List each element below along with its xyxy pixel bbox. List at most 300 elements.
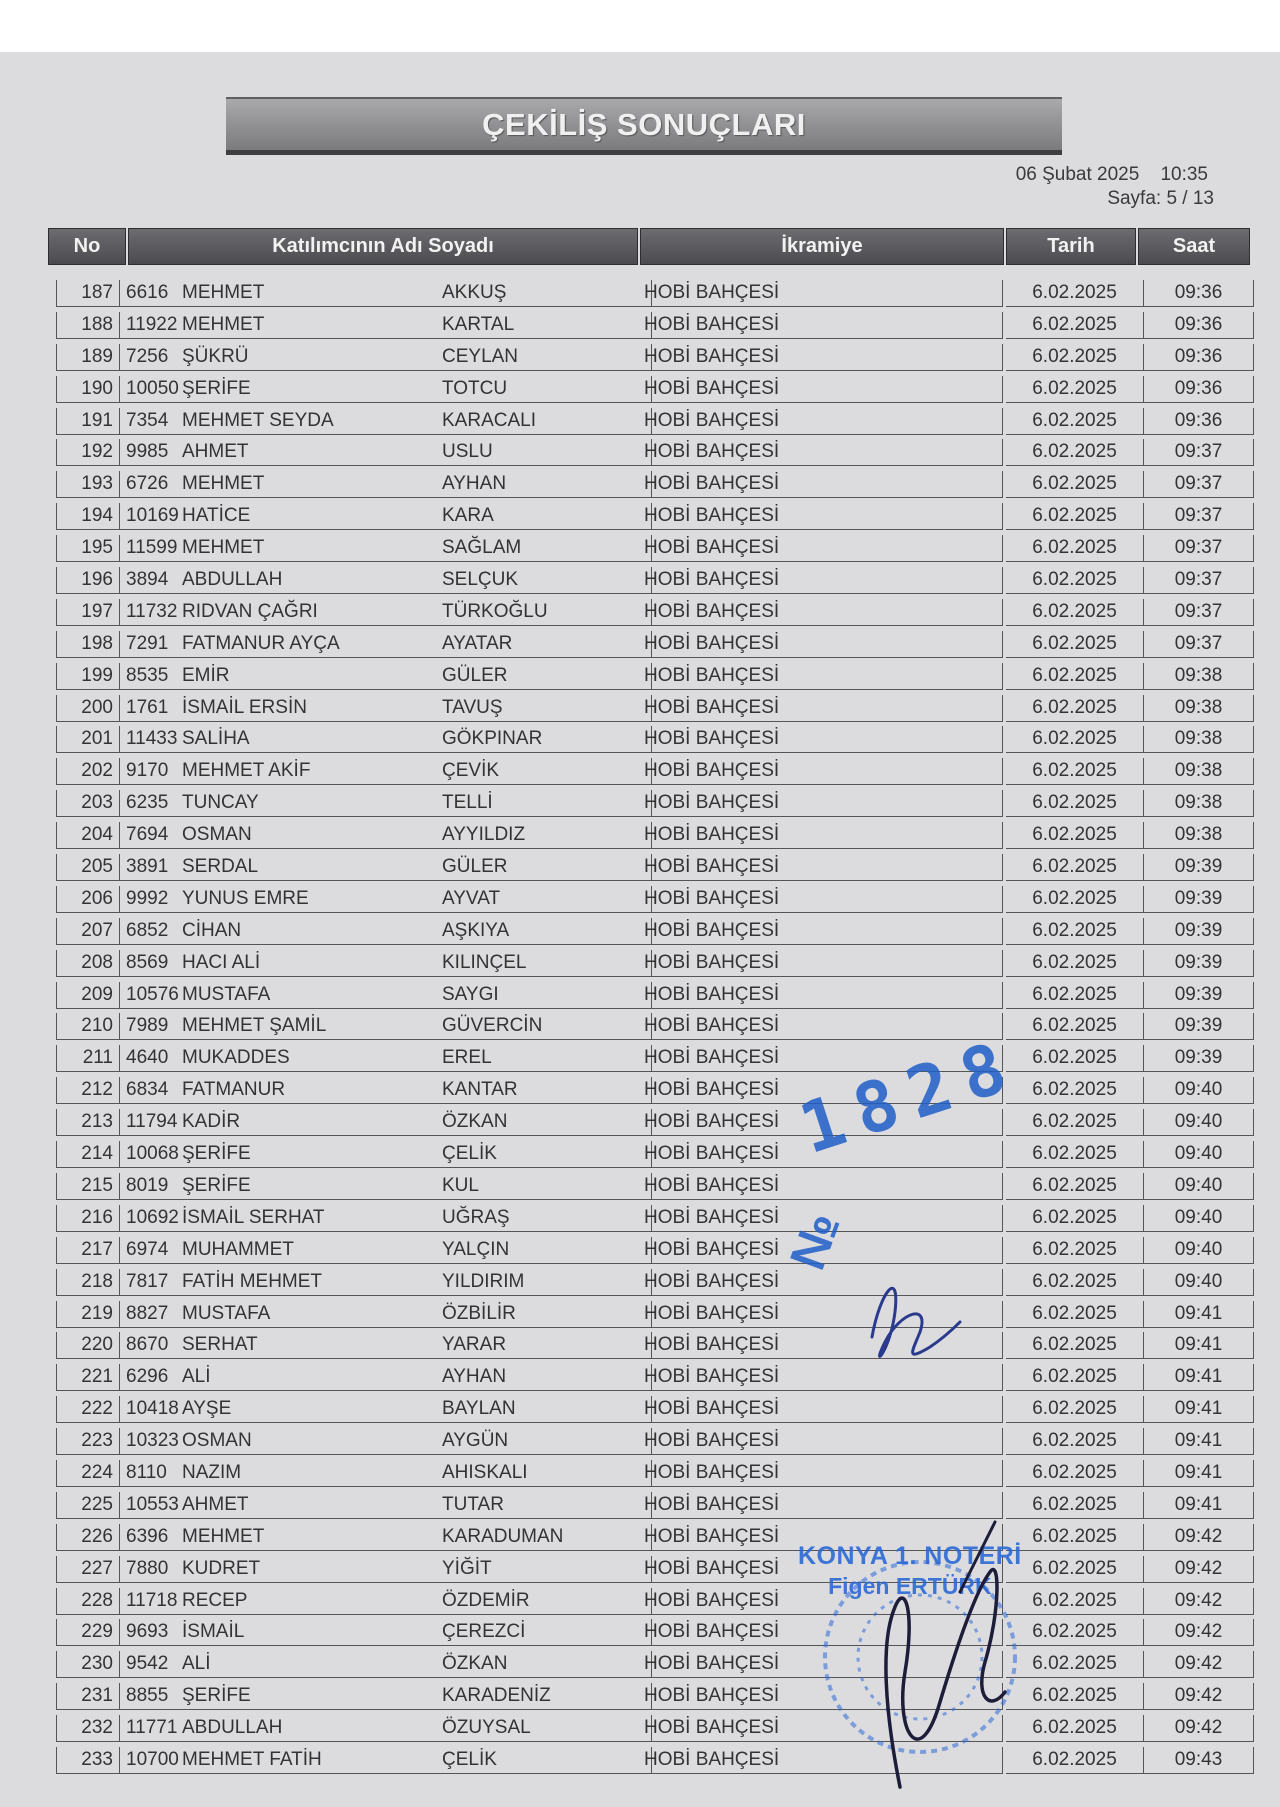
cell-last-name: KILINÇEL	[442, 951, 527, 973]
cell-date: 6.02.2025	[1006, 1651, 1144, 1678]
cell-no: 229	[56, 1619, 120, 1646]
cell-prize: HOBİ BAHÇESİ	[638, 1651, 1003, 1678]
cell-prize: HOBİ BAHÇESİ	[638, 1045, 1003, 1072]
cell-time: 09:42	[1144, 1619, 1254, 1646]
cell-no: 199	[56, 663, 120, 690]
cell-first-name: AHMET	[182, 441, 249, 463]
cell-first-name: MEHMET	[182, 282, 265, 303]
cell-date: 6.02.2025	[1006, 822, 1144, 849]
cell-participant-id: 7989	[120, 1013, 182, 1040]
page-title: ÇEKİLİŞ SONUÇLARI	[482, 106, 806, 142]
cell-last-name: AYYILDIZ	[442, 824, 526, 846]
cell-time: 09:39	[1144, 918, 1254, 945]
cell-last-name: ÖZUYSAL	[442, 1717, 531, 1739]
cell-first-name: KADİR	[182, 1111, 241, 1133]
cell-date: 6.02.2025	[1006, 726, 1144, 753]
cell-last-name: UĞRAŞ	[442, 1206, 510, 1228]
cell-first-name: YUNUS EMRE	[182, 887, 309, 909]
cell-no: 201	[56, 726, 120, 753]
cell-participant-id: 11771	[120, 1715, 182, 1742]
cell-time: 09:37	[1144, 471, 1254, 498]
cell-first-name: MUSTAFA	[182, 983, 271, 1005]
cell-date: 6.02.2025	[1006, 695, 1144, 722]
cell-date: 6.02.2025	[1006, 1332, 1144, 1359]
cell-prize: HOBİ BAHÇESİ	[638, 312, 1003, 339]
cell-participant-id: 8019	[120, 1173, 182, 1200]
cell-last-name: AYGÜN	[442, 1430, 509, 1452]
cell-prize: HOBİ BAHÇESİ	[638, 280, 1003, 307]
cell-participant-id: 4640	[120, 1045, 182, 1072]
cell-time: 09:41	[1144, 1460, 1254, 1487]
cell-date: 6.02.2025	[1006, 918, 1144, 945]
cell-date: 6.02.2025	[1006, 790, 1144, 817]
cell-last-name: KARADUMAN	[442, 1525, 564, 1547]
cell-prize: HOBİ BAHÇESİ	[638, 1332, 1003, 1359]
cell-prize: HOBİ BAHÇESİ	[638, 1524, 1003, 1551]
cell-time: 09:39	[1144, 950, 1254, 977]
cell-participant-id: 10692	[120, 1205, 182, 1232]
cell-time: 09:42	[1144, 1651, 1254, 1678]
cell-time: 09:41	[1144, 1428, 1254, 1455]
stamp-number-prefix: №	[779, 1205, 851, 1277]
cell-first-name: NAZIM	[182, 1461, 242, 1483]
cell-participant-id: 6834	[120, 1077, 182, 1104]
cell-date: 6.02.2025	[1006, 1715, 1144, 1742]
cell-no: 187	[56, 280, 120, 307]
cell-participant-id: 8670	[120, 1332, 182, 1359]
cell-date: 6.02.2025	[1006, 1301, 1144, 1328]
cell-date: 6.02.2025	[1006, 631, 1144, 658]
cell-date: 6.02.2025	[1006, 663, 1144, 690]
cell-prize: HOBİ BAHÇESİ	[638, 1013, 1003, 1040]
cell-last-name: GÜLER	[442, 856, 508, 878]
cell-participant-id: 8827	[120, 1301, 182, 1328]
cell-prize: HOBİ BAHÇESİ	[638, 439, 1003, 466]
cell-time: 09:40	[1144, 1237, 1254, 1264]
cell-prize: HOBİ BAHÇESİ	[638, 376, 1003, 403]
cell-first-name: MEHMET	[182, 313, 265, 335]
cell-participant-id: 6616	[120, 280, 182, 307]
cell-participant-id: 10050	[120, 376, 182, 403]
cell-participant-id: 1761	[120, 695, 182, 722]
cell-participant-id: 11922	[120, 312, 182, 339]
cell-no: 203	[56, 790, 120, 817]
cell-prize: HOBİ BAHÇESİ	[638, 599, 1003, 626]
cell-prize: HOBİ BAHÇESİ	[638, 695, 1003, 722]
cell-no: 195	[56, 535, 120, 562]
cell-participant-id: 6726	[120, 471, 182, 498]
cell-first-name: SERDAL	[182, 856, 259, 878]
cell-date: 6.02.2025	[1006, 758, 1144, 785]
cell-time: 09:39	[1144, 854, 1254, 881]
cell-prize: HOBİ BAHÇESİ	[638, 344, 1003, 371]
cell-date: 6.02.2025	[1006, 1173, 1144, 1200]
cell-first-name: FATMANUR AYÇA	[182, 632, 340, 654]
cell-prize: HOBİ BAHÇESİ	[638, 1396, 1003, 1423]
cell-no: 230	[56, 1651, 120, 1678]
cell-time: 09:36	[1144, 312, 1254, 339]
cell-prize: HOBİ BAHÇESİ	[638, 1205, 1003, 1232]
cell-time: 09:36	[1144, 376, 1254, 403]
cell-participant-id: 3894	[120, 567, 182, 594]
cell-date: 6.02.2025	[1006, 1428, 1144, 1455]
cell-prize: HOBİ BAHÇESİ	[638, 790, 1003, 817]
signature-small-icon	[872, 1288, 960, 1356]
cell-time: 09:38	[1144, 695, 1254, 722]
cell-last-name: YILDIRIM	[442, 1270, 525, 1292]
cell-time: 09:36	[1144, 408, 1254, 435]
cell-first-name: ABDULLAH	[182, 569, 283, 591]
cell-time: 09:36	[1144, 280, 1254, 307]
cell-time: 09:40	[1144, 1141, 1254, 1168]
cell-first-name: CİHAN	[182, 919, 242, 941]
cell-first-name: ŞERİFE	[182, 377, 251, 399]
cell-date: 6.02.2025	[1006, 1619, 1144, 1646]
cell-no: 202	[56, 758, 120, 785]
cell-first-name: MEHMET FATİH	[182, 1748, 322, 1770]
cell-first-name: ALİ	[182, 1653, 211, 1675]
cell-participant-id: 7354	[120, 408, 182, 435]
cell-time: 09:37	[1144, 567, 1254, 594]
cell-first-name: MEHMET	[182, 1525, 265, 1547]
cell-prize: HOBİ BAHÇESİ	[638, 1301, 1003, 1328]
cell-participant-id: 10323	[120, 1428, 182, 1455]
cell-first-name: OSMAN	[182, 1430, 252, 1452]
cell-first-name: İSMAİL SERHAT	[182, 1206, 325, 1228]
cell-date: 6.02.2025	[1006, 471, 1144, 498]
cell-date: 6.02.2025	[1006, 1492, 1144, 1519]
cell-participant-id: 7817	[120, 1269, 182, 1296]
cell-first-name: KUDRET	[182, 1557, 261, 1579]
cell-participant-id: 11433	[120, 726, 182, 753]
cell-last-name: YALÇIN	[442, 1238, 510, 1260]
cell-first-name: AHMET	[182, 1493, 249, 1515]
cell-date: 6.02.2025	[1006, 599, 1144, 626]
cell-no: 224	[56, 1460, 120, 1487]
cell-prize: HOBİ BAHÇESİ	[638, 1141, 1003, 1168]
cell-time: 09:39	[1144, 1013, 1254, 1040]
cell-date: 6.02.2025	[1006, 408, 1144, 435]
cell-date: 6.02.2025	[1006, 567, 1144, 594]
cell-first-name: TUNCAY	[182, 792, 259, 814]
cell-prize: HOBİ BAHÇESİ	[638, 1428, 1003, 1455]
cell-participant-id: 7880	[120, 1556, 182, 1583]
cell-date: 6.02.2025	[1006, 1045, 1144, 1072]
cell-prize: HOBİ BAHÇESİ	[638, 1077, 1003, 1104]
cell-time: 09:40	[1144, 1077, 1254, 1104]
cell-no: 221	[56, 1364, 120, 1391]
cell-first-name: SERHAT	[182, 1334, 258, 1356]
cell-time: 09:41	[1144, 1301, 1254, 1328]
cell-last-name: ÖZKAN	[442, 1111, 508, 1133]
cell-first-name: OSMAN	[182, 824, 252, 846]
cell-date: 6.02.2025	[1006, 344, 1144, 371]
cell-first-name: HACI ALİ	[182, 951, 261, 973]
cell-date: 6.02.2025	[1006, 1460, 1144, 1487]
cell-no: 209	[56, 982, 120, 1009]
cell-no: 191	[56, 408, 120, 435]
cell-date: 6.02.2025	[1006, 439, 1144, 466]
cell-date: 6.02.2025	[1006, 1588, 1144, 1615]
cell-time: 09:42	[1144, 1556, 1254, 1583]
cell-no: 188	[56, 312, 120, 339]
cell-last-name: KARACALI	[442, 409, 536, 431]
cell-first-name: MUHAMMET	[182, 1238, 294, 1260]
cell-prize: HOBİ BAHÇESİ	[638, 1109, 1003, 1136]
cell-no: 218	[56, 1269, 120, 1296]
cell-last-name: ÇELİK	[442, 1143, 497, 1165]
cell-participant-id: 7256	[120, 344, 182, 371]
cell-time: 09:38	[1144, 663, 1254, 690]
cell-time: 09:42	[1144, 1683, 1254, 1710]
cell-prize: HOBİ BAHÇESİ	[638, 1747, 1003, 1774]
cell-prize: HOBİ BAHÇESİ	[638, 535, 1003, 562]
cell-participant-id: 8569	[120, 950, 182, 977]
cell-first-name: ALİ	[182, 1366, 211, 1388]
header-date: Tarih	[1006, 228, 1136, 265]
cell-prize: HOBİ BAHÇESİ	[638, 1173, 1003, 1200]
cell-participant-id: 6974	[120, 1237, 182, 1264]
cell-date: 6.02.2025	[1006, 1141, 1144, 1168]
cell-first-name: MUKADDES	[182, 1047, 290, 1069]
cell-time: 09:41	[1144, 1332, 1254, 1359]
cell-participant-id: 3891	[120, 854, 182, 881]
cell-last-name: AYVAT	[442, 887, 501, 909]
cell-no: 207	[56, 918, 120, 945]
cell-participant-id: 9992	[120, 886, 182, 913]
cell-prize: HOBİ BAHÇESİ	[638, 1715, 1003, 1742]
cell-last-name: AKKUŞ	[442, 282, 507, 303]
cell-no: 213	[56, 1109, 120, 1136]
cell-prize: HOBİ BAHÇESİ	[638, 471, 1003, 498]
cell-first-name: RECEP	[182, 1589, 248, 1611]
cell-prize: HOBİ BAHÇESİ	[638, 567, 1003, 594]
cell-time: 09:37	[1144, 535, 1254, 562]
cell-last-name: KUL	[442, 1174, 479, 1196]
cell-participant-id: 9985	[120, 439, 182, 466]
cell-last-name: GÖKPINAR	[442, 728, 543, 750]
cell-date: 6.02.2025	[1006, 950, 1144, 977]
cell-first-name: EMİR	[182, 664, 230, 686]
cell-no: 193	[56, 471, 120, 498]
cell-date: 6.02.2025	[1006, 1109, 1144, 1136]
cell-prize: HOBİ BAHÇESİ	[638, 886, 1003, 913]
cell-time: 09:36	[1144, 344, 1254, 371]
cell-last-name: ÇEREZCİ	[442, 1621, 526, 1643]
cell-no: 228	[56, 1588, 120, 1615]
cell-no: 206	[56, 886, 120, 913]
cell-no: 227	[56, 1556, 120, 1583]
cell-participant-id: 8535	[120, 663, 182, 690]
notary-name: KONYA 1. NOTERİ	[798, 1542, 1022, 1570]
cell-time: 09:41	[1144, 1364, 1254, 1391]
cell-time: 09:37	[1144, 599, 1254, 626]
cell-no: 196	[56, 567, 120, 594]
cell-time: 09:39	[1144, 1045, 1254, 1072]
cell-last-name: ÇEVİK	[442, 760, 500, 782]
signature-large-icon	[886, 1569, 1005, 1787]
cell-no: 226	[56, 1524, 120, 1551]
cell-prize: HOBİ BAHÇESİ	[638, 1556, 1003, 1583]
cell-last-name: SAYGI	[442, 983, 499, 1005]
cell-date: 6.02.2025	[1006, 1556, 1144, 1583]
cell-participant-id: 9693	[120, 1619, 182, 1646]
print-time-value: 10:35	[1160, 164, 1208, 185]
cell-prize: HOBİ BAHÇESİ	[638, 1588, 1003, 1615]
cell-no: 233	[56, 1747, 120, 1774]
cell-participant-id: 10418	[120, 1396, 182, 1423]
cell-participant-id: 7694	[120, 822, 182, 849]
cell-prize: HOBİ BAHÇESİ	[638, 726, 1003, 753]
cell-participant-id: 9542	[120, 1651, 182, 1678]
cell-no: 220	[56, 1332, 120, 1359]
cell-prize: HOBİ BAHÇESİ	[638, 503, 1003, 530]
cell-time: 09:38	[1144, 726, 1254, 753]
cell-last-name: TELLİ	[442, 792, 493, 814]
cell-prize: HOBİ BAHÇESİ	[638, 854, 1003, 881]
cell-date: 6.02.2025	[1006, 982, 1144, 1009]
cell-time: 09:40	[1144, 1109, 1254, 1136]
cell-no: 211	[56, 1045, 120, 1072]
cell-date: 6.02.2025	[1006, 1683, 1144, 1710]
cell-prize: HOBİ BAHÇESİ	[638, 408, 1003, 435]
cell-last-name: AYHAN	[442, 1366, 507, 1388]
cell-first-name: RIDVAN ÇAĞRI	[182, 600, 318, 622]
cell-time: 09:38	[1144, 822, 1254, 849]
cell-date: 6.02.2025	[1006, 1269, 1144, 1296]
cell-date: 6.02.2025	[1006, 1396, 1144, 1423]
cell-prize: HOBİ BAHÇESİ	[638, 1683, 1003, 1710]
cell-date: 6.02.2025	[1006, 1747, 1144, 1774]
cell-no: 216	[56, 1205, 120, 1232]
cell-last-name: TAVUŞ	[442, 696, 503, 718]
cell-prize: HOBİ BAHÇESİ	[638, 822, 1003, 849]
cell-date: 6.02.2025	[1006, 1237, 1144, 1264]
header-time: Saat	[1138, 228, 1250, 265]
cell-no: 190	[56, 376, 120, 403]
cell-last-name: KANTAR	[442, 1079, 518, 1101]
cell-last-name: AŞKIYA	[442, 919, 510, 941]
cell-date: 6.02.2025	[1006, 1524, 1144, 1551]
cell-participant-id: 6852	[120, 918, 182, 945]
cell-date: 6.02.2025	[1006, 1013, 1144, 1040]
cell-participant-id: 6296	[120, 1364, 182, 1391]
cell-date: 6.02.2025	[1006, 503, 1144, 530]
cell-time: 09:37	[1144, 631, 1254, 658]
cell-first-name: MEHMET AKİF	[182, 760, 311, 782]
cell-no: 231	[56, 1683, 120, 1710]
cell-prize: HOBİ BAHÇESİ	[638, 663, 1003, 690]
cell-date: 6.02.2025	[1006, 854, 1144, 881]
cell-first-name: MEHMET ŞAMİL	[182, 1015, 327, 1037]
cell-last-name: YARAR	[442, 1334, 507, 1356]
cell-last-name: ÖZBİLİR	[442, 1302, 516, 1324]
scanned-page	[0, 52, 1280, 1807]
cell-participant-id: 11732	[120, 599, 182, 626]
page-indicator: Sayfa: 5 / 13	[1107, 188, 1214, 209]
cell-prize: HOBİ BAHÇESİ	[638, 1269, 1003, 1296]
cell-no: 223	[56, 1428, 120, 1455]
cell-first-name: FATİH MEHMET	[182, 1270, 323, 1292]
cell-last-name: USLU	[442, 441, 493, 463]
cell-time: 09:41	[1144, 1396, 1254, 1423]
cell-time: 09:38	[1144, 758, 1254, 785]
cell-first-name: İSMAİL	[182, 1621, 245, 1643]
cell-time: 09:38	[1144, 790, 1254, 817]
cell-prize: HOBİ BAHÇESİ	[638, 982, 1003, 1009]
cell-date: 6.02.2025	[1006, 1205, 1144, 1232]
cell-no: 222	[56, 1396, 120, 1423]
cell-no: 200	[56, 695, 120, 722]
cell-no: 194	[56, 503, 120, 530]
cell-last-name: GÜVERCİN	[442, 1015, 543, 1037]
cell-prize: HOBİ BAHÇESİ	[638, 1237, 1003, 1264]
cell-first-name: MUSTAFA	[182, 1302, 271, 1324]
cell-first-name: ŞERİFE	[182, 1685, 251, 1707]
notary-person: Figen ERTÜRK	[828, 1573, 992, 1599]
cell-first-name: MEHMET	[182, 537, 265, 559]
cell-first-name: ŞERİFE	[182, 1174, 251, 1196]
cell-no: 214	[56, 1141, 120, 1168]
print-date-value: 06 Şubat 2025	[1015, 164, 1140, 185]
cell-no: 208	[56, 950, 120, 977]
cell-first-name: ABDULLAH	[182, 1717, 283, 1739]
cell-last-name: TOTCU	[442, 377, 508, 399]
cell-no: 225	[56, 1492, 120, 1519]
cell-participant-id: 7291	[120, 631, 182, 658]
cell-time: 09:37	[1144, 439, 1254, 466]
cell-no: 215	[56, 1173, 120, 1200]
ink-overlay	[0, 52, 1280, 1807]
cell-time: 09:42	[1144, 1588, 1254, 1615]
cell-prize: HOBİ BAHÇESİ	[638, 918, 1003, 945]
cell-last-name: ÖZDEMİR	[442, 1589, 530, 1611]
cell-last-name: CEYLAN	[442, 345, 519, 367]
cell-time: 09:40	[1144, 1173, 1254, 1200]
cell-date: 6.02.2025	[1006, 1364, 1144, 1391]
cell-no: 198	[56, 631, 120, 658]
cell-date: 6.02.2025	[1006, 886, 1144, 913]
cell-first-name: İSMAİL ERSİN	[182, 696, 307, 718]
cell-time: 09:42	[1144, 1524, 1254, 1551]
cell-last-name: KARA	[442, 505, 494, 527]
cell-participant-id: 8855	[120, 1683, 182, 1710]
header-name: Katılımcının Adı Soyadı	[128, 228, 638, 265]
cell-first-name: AYŞE	[182, 1398, 232, 1420]
cell-last-name: AYHAN	[442, 473, 507, 495]
cell-no: 212	[56, 1077, 120, 1104]
cell-no: 197	[56, 599, 120, 626]
cell-last-name: ÇELİK	[442, 1748, 497, 1770]
cell-date: 6.02.2025	[1006, 280, 1144, 307]
cell-participant-id: 9170	[120, 758, 182, 785]
cell-participant-id: 10169	[120, 503, 182, 530]
cell-last-name: EREL	[442, 1047, 492, 1069]
cell-last-name: AYATAR	[442, 632, 513, 654]
cell-participant-id: 8110	[120, 1460, 182, 1487]
cell-time: 09:41	[1144, 1492, 1254, 1519]
cell-no: 232	[56, 1715, 120, 1742]
cell-no: 219	[56, 1301, 120, 1328]
cell-time: 09:39	[1144, 982, 1254, 1009]
cell-date: 6.02.2025	[1006, 535, 1144, 562]
cell-last-name: KARTAL	[442, 313, 515, 335]
cell-last-name: KARADENİZ	[442, 1685, 551, 1707]
cell-no: 204	[56, 822, 120, 849]
cell-last-name: ÖZKAN	[442, 1653, 508, 1675]
cell-prize: HOBİ BAHÇESİ	[638, 631, 1003, 658]
cell-prize: HOBİ BAHÇESİ	[638, 1460, 1003, 1487]
